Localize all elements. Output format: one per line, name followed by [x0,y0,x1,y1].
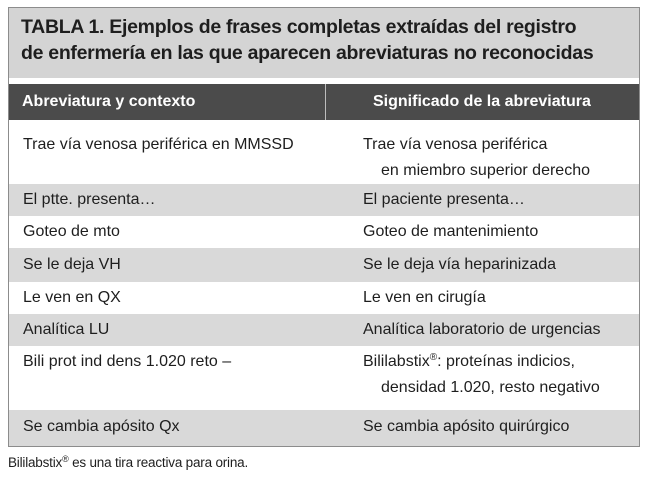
meaning-cell: Se cambia apósito quirúrgico [363,418,570,435]
table-footnote [8,455,248,470]
meaning-cell: Le ven en cirugía [363,289,486,306]
meaning-cell [363,132,590,184]
table-caption [9,8,639,78]
meaning-cell: Analítica laboratorio de urgencias [363,321,601,338]
caption-line-1: TABLA 1. Ejemplos de frases completas extraídas del registro [21,16,577,38]
caption-line-2: de enfermería en las que aparecen abreviaturas no reconocidas [21,42,594,64]
meaning-line-1-rest: : proteínas indicios, [437,353,575,370]
table-row [9,346,639,408]
header-abbreviation-meaning: Significado de la abreviatura [373,93,591,110]
table-1 [8,7,640,447]
registered-mark: ® [429,352,438,363]
abbreviation-cell: Se le deja VH [23,256,121,273]
meaning-line-2: densidad 1.020, resto negativo [381,379,600,396]
abbreviation-cell: Trae vía venosa periférica en MMSSD [23,136,294,153]
abbreviation-cell: El ptte. presenta… [23,191,156,208]
abbreviation-cell: Analítica LU [23,321,110,338]
meaning-line-1 [363,349,600,375]
abbreviation-cell: Bili prot ind dens 1.020 reto – [23,353,232,370]
table-row [9,216,639,248]
abbreviation-cell: Se cambia apósito Qx [23,418,180,435]
table-row [9,314,639,346]
table-header-row [9,84,639,120]
abbreviation-cell: Le ven en QX [23,289,121,306]
meaning-line-1: Trae vía venosa periférica [363,136,548,153]
table-row [9,122,639,190]
table-row [9,410,639,446]
product-name: Bililabstix [363,353,430,370]
header-divider [325,84,326,120]
meaning-line-2: en miembro superior derecho [381,162,590,179]
meaning-cell: Se le deja vía heparinizada [363,256,557,273]
meaning-cell: El paciente presenta… [363,191,525,208]
table-row [9,248,639,282]
header-abbreviation-context: Abreviatura y contexto [22,93,196,110]
footnote-text: es una tira reactiva para orina. [68,455,249,470]
footnote-product: Bililabstix [8,455,63,470]
meaning-cell: Goteo de mantenimiento [363,223,539,240]
footnote-registered-mark: ® [62,454,69,464]
table-row [9,282,639,314]
meaning-cell [363,349,600,401]
table-row [9,184,639,216]
abbreviation-cell: Goteo de mto [23,223,120,240]
